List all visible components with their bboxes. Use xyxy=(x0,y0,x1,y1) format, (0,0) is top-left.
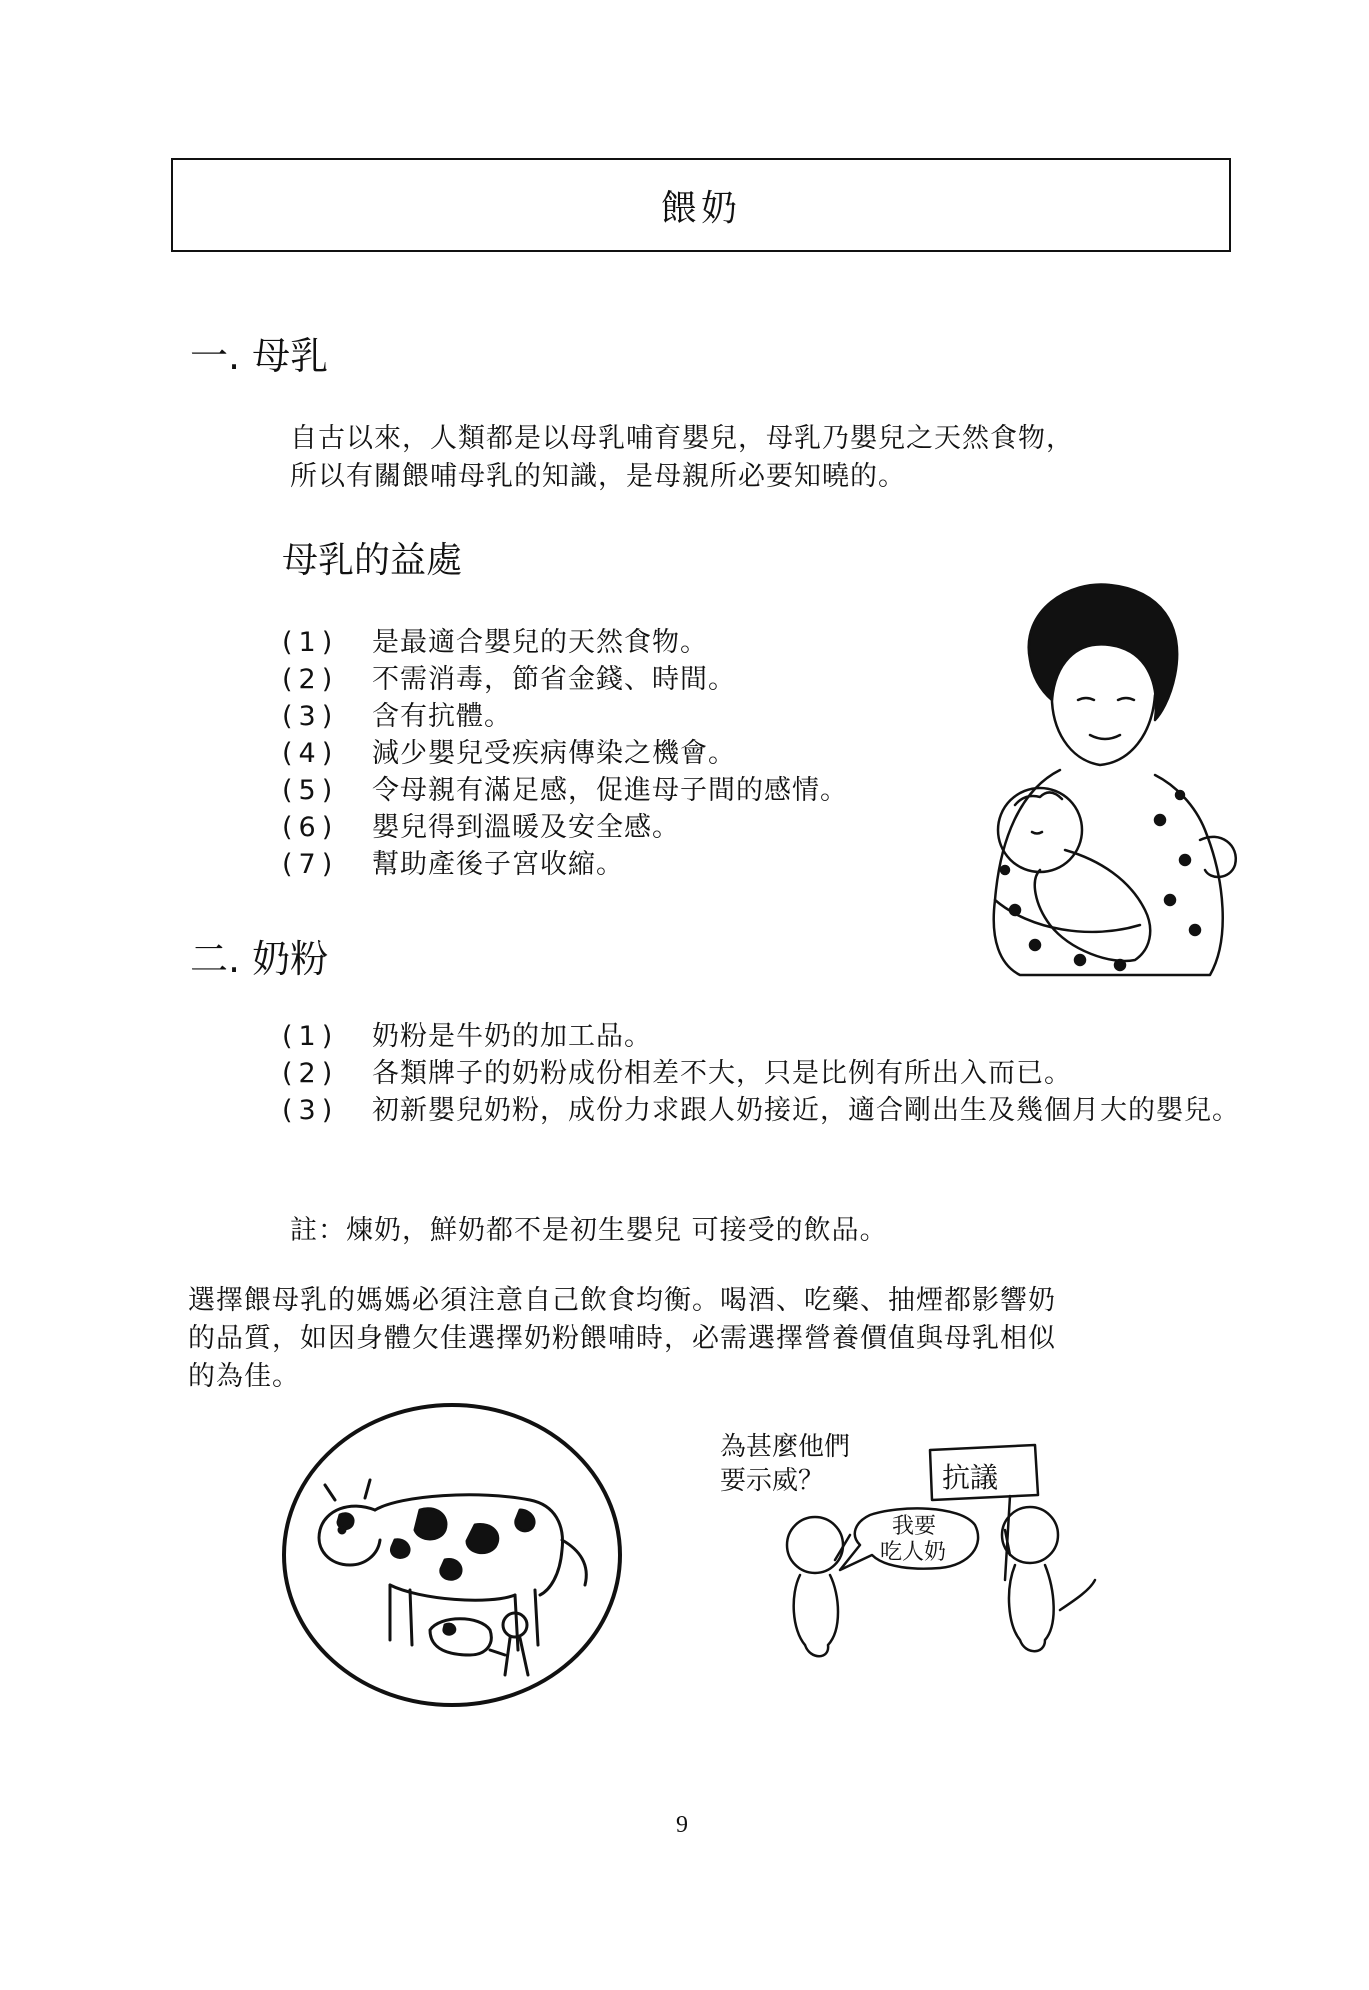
closing-line: 的品質，如因身體欠佳選擇奶粉餵哺時，必需選擇營養價值與母乳相似 xyxy=(188,1323,1056,1354)
closing-paragraph xyxy=(188,1282,1056,1396)
list-item: (4) 減少嬰兒受疾病傳染之機會。 xyxy=(282,738,736,769)
speech-bubble-text xyxy=(880,1514,946,1566)
page-number: 9 xyxy=(676,1812,688,1838)
list-item: (7) 幫助產後子宮收縮。 xyxy=(282,849,624,880)
page-title: 餵奶 xyxy=(660,187,741,229)
section2-heading: 二. 奶粉 xyxy=(190,937,329,981)
list-item: (2) 各類牌子的奶粉成份相差不大，只是比例有所出入而已。 xyxy=(282,1058,1072,1089)
list-item: (6) 嬰兒得到溫暖及安全感。 xyxy=(282,812,680,843)
cow-illustration xyxy=(280,1400,625,1710)
section1-intro xyxy=(290,420,1074,496)
cartoon-question-line: 要示威？ xyxy=(720,1466,825,1496)
intro-line: 自古以來，人類都是以母乳哺育嬰兒，母乳乃嬰兒之天然食物， xyxy=(290,423,1074,454)
protest-sign-text: 抗議 xyxy=(942,1461,999,1494)
mother-breastfeeding-illustration xyxy=(960,580,1250,980)
closing-line: 選擇餵母乳的媽媽必須注意自己飲食均衡。喝酒、吃藥、抽煙都影響奶 xyxy=(188,1285,1056,1316)
intro-line: 所以有關餵哺母乳的知識，是母親所必要知曉的。 xyxy=(290,461,906,492)
list-item: (1) 奶粉是牛奶的加工品。 xyxy=(282,1021,652,1052)
list-item: (3) 含有抗體。 xyxy=(282,701,512,732)
note: 註：煉奶，鮮奶都不是初生嬰兒 可接受的飲品。 xyxy=(290,1215,888,1246)
section1-heading: 一. 母乳 xyxy=(190,334,329,378)
protest-cartoon xyxy=(720,1430,1110,1680)
list-item: (1) 是最適合嬰兒的天然食物。 xyxy=(282,627,708,658)
list-item: (2) 不需消毒，節省金錢、時間。 xyxy=(282,664,736,695)
title-box xyxy=(171,158,1231,252)
speech-line: 我要 xyxy=(892,1514,937,1539)
cartoon-question xyxy=(720,1430,850,1498)
section1-subheading: 母乳的益處 xyxy=(282,540,463,581)
closing-line: 的為佳。 xyxy=(188,1361,300,1392)
cartoon-question-line: 為甚麼他們 xyxy=(720,1432,851,1462)
speech-line: 吃人奶 xyxy=(880,1540,947,1565)
list-item: (5) 令母親有滿足感，促進母子間的感情。 xyxy=(282,775,848,806)
list-item: (3) 初新嬰兒奶粉，成份力求跟人奶接近，適合剛出生及幾個月大的嬰兒。 xyxy=(282,1095,1240,1126)
formula-list xyxy=(282,1018,1272,1129)
benefits-list xyxy=(282,624,848,883)
